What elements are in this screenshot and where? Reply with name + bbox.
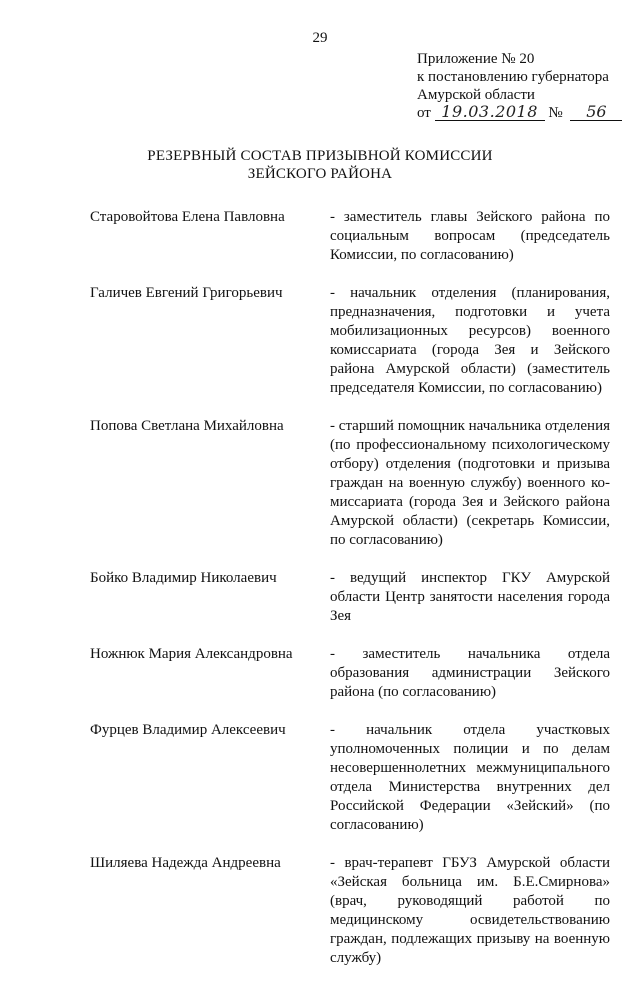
member-description: - врач-терапевт ГБУЗ Амурской области «Зейская больница им. Б.Е.Смирнова» (врач, руководящий работой по медицинскому освидетельствованию граждан, подлежащих призыву на военную службу) [330, 855, 610, 966]
member-description: - заместитель главы Зейского района по социальным вопросам (председатель Комиссии, по согласованию) [330, 209, 610, 263]
member-name: Фурцев Владимир Алексеевич [90, 722, 286, 738]
member-description: - начальник отделения (планирования, предназначения, подготовки и учета мобилизационных ресурсов) военного комиссариата (города Зея и Зейского района Амурской области) (заместитель председателя Комиссии, по согласованию) [330, 285, 610, 396]
document-title [0, 147, 640, 183]
appendix-date-line [417, 104, 622, 122]
member-description: - начальник отдела участковых уполномоченных полиции и по делам несовершеннолетних межмуниципального отдела Министерства внутренних дел Российской Федерации «Зейский» (по согласованию) [330, 722, 610, 833]
appendix-title: Приложение № 20 [417, 51, 535, 67]
member-row [90, 417, 610, 550]
title-line-2: ЗЕЙСКОГО РАЙОНА [247, 166, 393, 182]
member-description: - ведущий инспектор ГКУ Амурской области Центр занятости населения города Зея [330, 570, 610, 624]
date-prefix: от [417, 105, 431, 121]
member-name: Ножнюк Мария Александровна [90, 646, 293, 662]
member-name: Шиляева Надежда Андреевна [90, 855, 281, 871]
member-description: - старший помощник начальника отделения (по профессиональному психологическому отбору) отделения (подготовки и призыва граждан на военную службу) военного комиссариата (города Зея и Зейского района Амурской области) (секретарь Комиссии, по согласованию) [330, 418, 610, 548]
member-row [90, 284, 610, 398]
member-row [90, 721, 610, 835]
title-line-1: РЕЗЕРВНЫЙ СОСТАВ ПРИЗЫВНОЙ КОМИССИИ [147, 148, 493, 164]
member-name: Бойко Владимир Николаевич [90, 570, 277, 586]
member-name: Старовойтова Елена Павловна [90, 209, 285, 225]
member-description: - заместитель начальника отдела образования администрации Зейского района (по согласованию) [330, 646, 610, 700]
member-name: Попова Светлана Михайловна [90, 418, 284, 434]
member-row [90, 569, 610, 626]
number-prefix: № [548, 105, 563, 121]
page-number: 29 [312, 30, 328, 46]
member-row [90, 645, 610, 702]
member-row [90, 854, 610, 968]
appendix-header [417, 50, 622, 122]
handwritten-number: 56 [570, 104, 622, 121]
member-row [90, 208, 610, 265]
appendix-reference: к постановлению губернатора [417, 69, 609, 85]
member-name: Галичев Евгений Григорьевич [90, 285, 283, 301]
handwritten-date: 19.03.2018 [435, 104, 545, 121]
appendix-region: Амурской области [417, 87, 535, 103]
members-list [90, 208, 610, 987]
